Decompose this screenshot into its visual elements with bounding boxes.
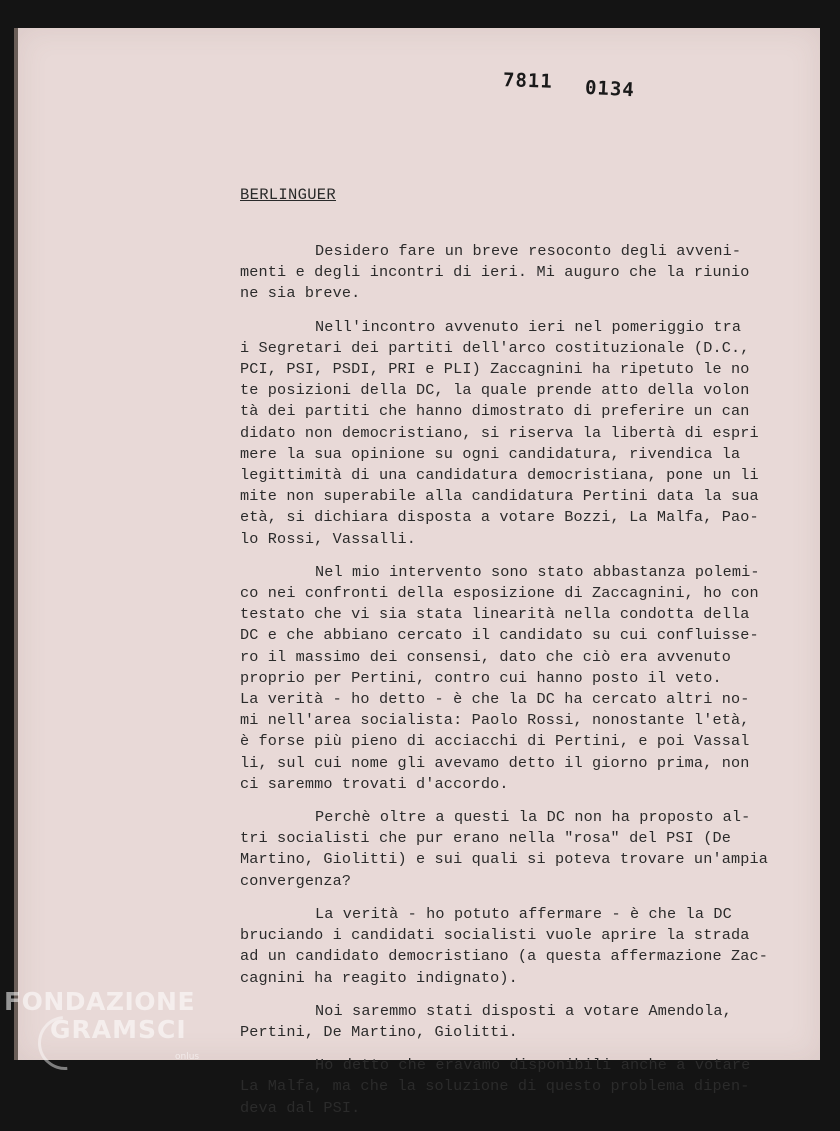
- text-line: tà dei partiti che hanno dimostrato di preferire un can: [240, 402, 750, 421]
- archive-number-b: 0134: [584, 76, 636, 102]
- text-line: Perchè oltre a questi la DC non ha proposto al-: [315, 808, 751, 827]
- text-line: co nei confronti della esposizione di Zaccagnini, ho con: [240, 584, 759, 603]
- text-line: La verità - ho detto - è che la DC ha cercato altri no-: [240, 690, 750, 709]
- text-line: ad un candidato democristiano (a questa affermazione Zac-: [240, 947, 769, 966]
- paragraph-3: [240, 562, 800, 795]
- text-line: DC e che abbiano cercato il candidato su cui confluisse-: [240, 626, 759, 645]
- text-line: Ho detto che eravamo disponibili anche a votare: [315, 1056, 751, 1075]
- text-line: i Segretari dei partiti dell'arco costituzionale (D.C.,: [240, 338, 750, 357]
- archive-number-a: 7811: [502, 69, 554, 93]
- fondazione-gramsci-watermark: [4, 987, 200, 1062]
- text-line: testato che vi sia stata linearità nella condotta della: [240, 605, 750, 624]
- document-body: [240, 241, 800, 1131]
- watermark-line2: GRAMSCI: [50, 1015, 187, 1044]
- text-line: ro il massimo dei consensi, dato che ciò era avvenuto: [240, 647, 731, 666]
- text-line: convergenza?: [240, 871, 352, 890]
- text-line: è forse più pieno di acciacchi di Pertini, e poi Vassal: [240, 732, 750, 751]
- paragraph-4: [240, 807, 800, 892]
- text-line: mite non superabile alla candidatura Pertini data la sua: [240, 487, 759, 506]
- text-line: Pertini, De Martino, Giolitti.: [240, 1022, 518, 1041]
- text-line: Martino, Giolitti) e sui quali si poteva trovare un'ampia: [240, 850, 769, 869]
- text-line: mi nell'area socialista: Paolo Rossi, nonostante l'età,: [240, 711, 750, 730]
- text-line: La verità - ho potuto affermare - è che la DC: [315, 904, 732, 923]
- text-line: proprio per Pertini, contro cui hanno posto il veto.: [240, 668, 722, 687]
- text-line: mere la sua opinione su ogni candidatura, rivendica la: [240, 444, 741, 463]
- paragraph-2: [240, 317, 800, 550]
- text-line: età, si dichiara disposta a votare Bozzi, La Malfa, Pao-: [240, 508, 759, 527]
- text-line: te posizioni della DC, la quale prende atto della volon: [240, 381, 750, 400]
- text-line: legittimità di una candidatura democristiana, pone un li: [240, 466, 759, 485]
- text-line: tri socialisti che pur erano nella "rosa" del PSI (De: [240, 829, 731, 848]
- paragraph-1: [240, 241, 800, 305]
- text-line: bruciando i candidati socialisti vuole aprire la strada: [240, 926, 750, 945]
- text-line: ne sia breve.: [240, 284, 361, 303]
- text-line: Noi saremmo stati disposti a votare Amendola,: [315, 1001, 732, 1020]
- text-line: deva dal PSI.: [240, 1098, 361, 1117]
- text-line: lo Rossi, Vassalli.: [240, 529, 417, 548]
- text-line: Desidero fare un breve resoconto degli avveni-: [315, 242, 742, 260]
- text-line: li, sul cui nome gli avevamo detto il giorno prima, non: [240, 753, 750, 772]
- text-line: menti e degli incontri di ieri. Mi auguro che la riunio: [240, 263, 750, 282]
- text-line: PCI, PSI, PSDI, PRI e PLI) Zaccagnini ha ripetuto le no: [240, 360, 750, 379]
- text-line: ci saremmo trovati d'accordo.: [240, 774, 509, 793]
- text-line: La Malfa, ma che la soluzione di questo problema dipen-: [240, 1077, 750, 1096]
- watermark-line1: FONDAZIONE: [4, 987, 196, 1016]
- paragraph-7: [240, 1055, 800, 1119]
- text-line: Nell'incontro avvenuto ieri nel pomeriggio tra: [315, 317, 742, 336]
- document-title: BERLINGUER: [240, 186, 337, 204]
- paragraph-5: [240, 904, 800, 989]
- paragraph-6: [240, 1001, 800, 1043]
- text-line: Nel mio intervento sono stato abbastanza polemi-: [315, 562, 760, 581]
- text-line: didato non democristiano, si riserva la libertà di espri: [240, 423, 759, 442]
- watermark-suffix: onlus: [175, 1052, 200, 1062]
- text-line: cagnini ha reagito indignato).: [240, 968, 518, 987]
